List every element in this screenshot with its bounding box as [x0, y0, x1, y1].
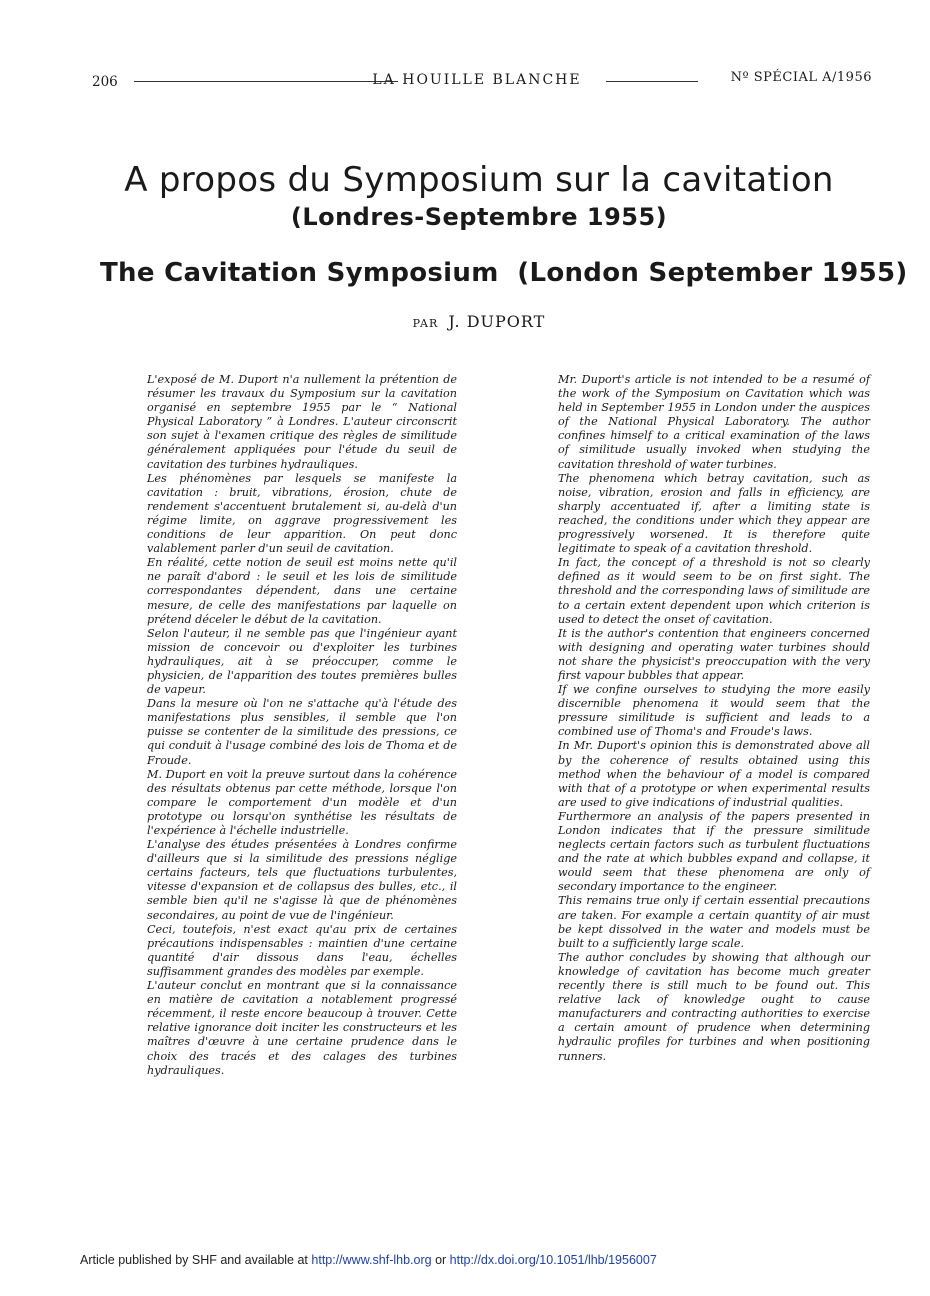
- english-paragraph: In Mr. Duport's opinion this is demonstrated above all by the coherence of results obtained using this method when the behaviour of a model is compared with that of a prototype or when experimental results are used to give indications of industrial qualities.: [558, 739, 870, 809]
- byline-prefix: PAR: [412, 317, 439, 330]
- english-paragraph: If we confine ourselves to studying the more easily discernible phenomena it would seem that the pressure similitude is sufficient and leads to a combined use of Thoma's and Froude's laws.: [558, 683, 870, 739]
- french-abstract-column: [147, 373, 457, 1078]
- english-paragraph: The phenomena which betray cavitation, such as noise, vibration, erosion and falls in efficiency, are sharply accentuated if, after a limiting state is reached, the conditions under which they appear are progressively worsened. It is therefore quite legitimate to speak of a cavitation threshold.: [558, 471, 870, 556]
- english-abstract-column: [558, 373, 870, 1064]
- english-paragraph: It is the author's contention that engineers concerned with designing and operating water turbines should not share the physicist's preoccupation with the very first vapour bubbles that appear.: [558, 626, 870, 682]
- issue-number: Nº SPÉCIAL A/1956: [730, 70, 872, 85]
- english-paragraph: In fact, the concept of a threshold is not so clearly defined as it would seem to be on first sight. The threshold and the corresponding laws of similitude are to a certain extent dependent upon which criterion is used to detect the onset of cavitation.: [558, 556, 870, 626]
- footer-text: Article published by SHF and available at: [80, 1253, 312, 1267]
- doi-link[interactable]: http://dx.doi.org/10.1051/lhb/1956007: [449, 1253, 657, 1267]
- english-paragraph: Mr. Duport's article is not intended to be a resumé of the work of the Symposium on Cavitation which was held in September 1955 in London under the auspices of the National Physical Laboratory. The author confines himself to a critical examination of the laws of similitude usually invoked when studying the cavitation threshold of water turbines.: [558, 373, 870, 471]
- french-paragraph: M. Duport en voit la preuve surtout dans la cohérence des résultats obtenus par cette méthode, lorsque l'on compare le comportement d'un modèle et d'un prototype ou lorsqu'on synthétise les résultats de l'expérience à l'échelle industrielle.: [147, 767, 457, 837]
- journal-title: LA HOUILLE BLANCHE: [372, 72, 582, 88]
- english-paragraph: The author concludes by showing that although our knowledge of cavitation has become much greater recently there is still much to be found out. This relative lack of knowledge ought to cause manufacturers and contracting authorities to exercise a certain amount of prudence when determining hydraulic profiles for turbines and when positioning runners.: [558, 950, 870, 1063]
- french-paragraph: Selon l'auteur, il ne semble pas que l'ingénieur ayant mission de concevoir ou d'exploiter les turbines hydrauliques, ait à se préoccuper, comme le physicien, de l'apparition des toutes premières bulles de vapeur.: [147, 626, 457, 697]
- footer-separator: or: [431, 1253, 450, 1267]
- running-header: [92, 68, 876, 92]
- header-rule-right: [606, 81, 698, 82]
- header-rule-left: [134, 81, 398, 82]
- french-subtitle: (Londres-Septembre 1955): [290, 203, 668, 231]
- publication-footer: [80, 1253, 880, 1267]
- french-paragraph: Les phénomènes par lesquels se manifeste la cavitation : bruit, vibrations, érosion, chute de rendement s'accentuent brutalement si, au-delà d'un régime limite, on aggrave progressivement les conditions de leur apparition. On peut donc valablement parler d'un seuil de cavitation.: [147, 471, 457, 556]
- english-title: The Cavitation Symposium (London September 1955): [100, 258, 908, 288]
- french-paragraph: L'auteur conclut en montrant que si la connaissance en matière de cavitation a notablement progressé récemment, il reste encore beaucoup à trouver. Cette relative ignorance doit inciter les constructeurs et les maîtres d'œuvre à une certaine prudence dans le choix des tracés et des calages des turbines hydrauliques.: [147, 979, 457, 1077]
- english-paragraph: Furthermore an analysis of the papers presented in London indicates that if the pressure similitude neglects certain factors such as turbulent fluctuations and the rate at which bubbles expand and collapse, it would seem that these phenomena are only of secondary importance to the engineer.: [558, 809, 870, 894]
- french-paragraph: L'analyse des études présentées à Londres confirme d'ailleurs que si la similitude des pressions néglige certains facteurs, tels que fluctuations turbulentes, vitesse d'expansion et de collapsus des bulles, etc., il semble bien qu'il ne s'agisse là que de phénomènes secondaires, au point de vue de l'ingénieur.: [147, 838, 457, 922]
- english-paragraph: This remains true only if certain essential precautions are taken. For example a certain quantity of air must be kept dissolved in the water and models must be built to a sufficiently large scale.: [558, 894, 870, 950]
- shf-link[interactable]: http://www.shf-lhb.org: [311, 1253, 432, 1267]
- french-title: A propos du Symposium sur la cavitation: [124, 160, 834, 200]
- french-paragraph: Ceci, toutefois, n'est exact qu'au prix de certaines précautions indispensables : maintien d'une certaine quantité d'air dissous dans l'eau, échelles suffisamment grandes des modèles par exemple.: [147, 922, 457, 978]
- french-paragraph: Dans la mesure où l'on ne s'attache qu'à l'étude des manifestations plus sensibles, il semble que l'on puisse se contenter de la similitude des pressions, ce qui conduit à l'usage combiné des lois de Thoma et de Froude.: [147, 697, 457, 767]
- page-number: 206: [92, 74, 118, 90]
- byline: [0, 312, 930, 331]
- author-name: J. DUPORT: [448, 312, 546, 331]
- french-paragraph: En réalité, cette notion de seuil est moins nette qu'il ne paraît d'abord : le seuil et les lois de similitude correspondantes dépendent, dans une certaine mesure, de celle des manifestations par laquelle on prétend déceler le début de la cavitation.: [147, 556, 457, 626]
- french-paragraph: L'exposé de M. Duport n'a nullement la prétention de résumer les travaux du Symposium sur la cavitation organisé en septembre 1955 par le “ National Physical Laboratory ” à Londres. L'auteur circonscrit son sujet à l'examen critique des règles de similitude généralement appliquées pour l'étude du seuil de cavitation des turbines hydrauliques.: [147, 373, 457, 471]
